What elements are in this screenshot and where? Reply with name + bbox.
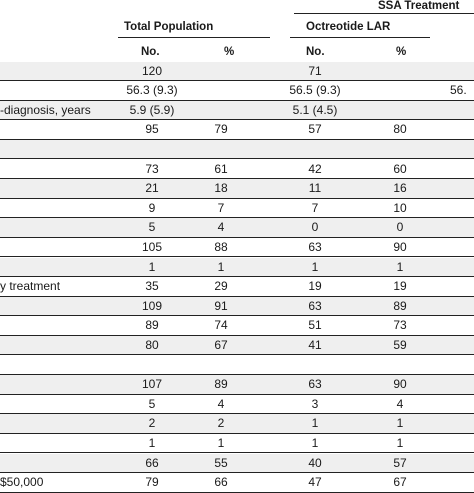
total-population-count: 89 [145, 318, 159, 333]
total-population-percent: 67 [214, 337, 228, 352]
octreotide-percent: 89 [393, 298, 407, 313]
octreotide-count: 19 [308, 279, 322, 294]
total-population-percent: 1 [217, 259, 225, 274]
tp-no-header: No. [141, 46, 160, 58]
total-population-percent [186, 62, 256, 81]
octreotide-count: 1 [311, 435, 319, 450]
table-row [0, 81, 474, 101]
oc-no-header: No. [306, 46, 325, 58]
table-row [0, 316, 474, 336]
total-population-percent: 91 [214, 298, 228, 313]
octreotide-percent: 1 [396, 416, 404, 431]
ssa-treatment-value [450, 218, 474, 237]
total-population-count: 5 [148, 220, 156, 235]
octreotide-lar-rule [290, 37, 430, 38]
table-row [0, 258, 474, 278]
row-label: $50,000 [0, 475, 44, 490]
total-population-count: 35 [145, 279, 159, 294]
octreotide-count: 63 [308, 298, 322, 313]
octreotide-count: 51 [308, 318, 322, 333]
octreotide-count: 63 [308, 377, 322, 392]
octreotide-percent: 16 [393, 181, 407, 196]
octreotide-count: 56.5 (9.3) [289, 83, 341, 98]
octreotide-count: 0 [311, 220, 319, 235]
octreotide-percent: 57 [393, 455, 407, 470]
table-row [0, 120, 474, 140]
total-population-percent: 4 [217, 396, 225, 411]
total-population-percent: 61 [214, 161, 228, 176]
total-population-percent: 74 [214, 318, 228, 333]
octreotide-count: 7 [311, 200, 319, 215]
table-row [0, 414, 474, 434]
table-row [0, 62, 474, 82]
oc-pct-header: % [396, 46, 407, 58]
total-population-count: 79 [145, 475, 159, 490]
total-population-percent: 29 [214, 279, 228, 294]
ssa-treatment-value [450, 140, 474, 159]
ssa-treatment-value [450, 375, 474, 394]
table-row [0, 160, 474, 180]
table-row [0, 277, 474, 297]
table-row [0, 140, 474, 160]
octreotide-count: 57 [308, 122, 322, 137]
total-population-count: 107 [141, 377, 163, 392]
ssa-treatment-value [450, 414, 474, 433]
octreotide-count: 71 [308, 63, 322, 78]
ssa-treatment-rule [294, 13, 474, 14]
table-row [0, 101, 474, 121]
octreotide-percent: 90 [393, 377, 407, 392]
tp-pct-header: % [224, 46, 235, 58]
ssa-treatment-value [450, 297, 474, 316]
table-row [0, 238, 474, 258]
total-population-percent [186, 356, 256, 375]
octreotide-count: 63 [308, 239, 322, 254]
ssa-treatment-value [450, 434, 474, 453]
octreotide-percent [362, 356, 438, 375]
total-population-count [118, 356, 186, 375]
octreotide-percent [362, 140, 438, 159]
ssa-treatment-value [450, 199, 474, 218]
octreotide-count [282, 140, 348, 159]
total-population-percent [186, 81, 256, 100]
total-population-count: 66 [145, 455, 159, 470]
total-population-percent: 79 [214, 122, 228, 137]
octreotide-percent: 90 [393, 239, 407, 254]
ssa-treatment-value [450, 160, 474, 179]
octreotide-count: 42 [308, 161, 322, 176]
ssa-treatment-value [450, 120, 474, 139]
octreotide-count: 40 [308, 455, 322, 470]
ssa-treatment-value [450, 356, 474, 375]
table-row [0, 356, 474, 376]
total-population-count: 2 [148, 416, 156, 431]
octreotide-percent: 4 [396, 396, 404, 411]
total-population-percent: 7 [217, 200, 225, 215]
total-population-percent: 4 [217, 220, 225, 235]
octreotide-count: 47 [308, 475, 322, 490]
table-row [0, 199, 474, 219]
octreotide-count: 41 [308, 337, 322, 352]
total-population-percent [186, 140, 256, 159]
octreotide-percent [362, 62, 438, 81]
ssa-treatment-value [450, 473, 474, 492]
octreotide-count: 1 [311, 416, 319, 431]
octreotide-count [282, 356, 348, 375]
table-row [0, 454, 474, 474]
row-label: y treatment [0, 279, 61, 294]
ssa-treatment-value [450, 316, 474, 335]
total-population-percent: 55 [214, 455, 228, 470]
octreotide-percent [362, 101, 438, 120]
ssa-treatment-value [450, 336, 474, 355]
total-population-percent: 88 [214, 239, 228, 254]
total-population-percent [186, 101, 256, 120]
octreotide-lar-heading: Octreotide LAR [306, 21, 391, 33]
ssa-treatment-heading: SSA Treatment [378, 0, 460, 12]
total-population-count: 120 [141, 63, 163, 78]
octreotide-percent: 67 [393, 475, 407, 490]
total-population-percent: 89 [214, 377, 228, 392]
octreotide-count: 3 [311, 396, 319, 411]
octreotide-count: 5.1 (4.5) [292, 102, 338, 117]
total-population-rule [118, 37, 270, 38]
total-population-percent: 66 [214, 475, 228, 490]
total-population-count: 1 [148, 259, 156, 274]
total-population-count: 73 [145, 161, 159, 176]
total-population-percent: 18 [214, 181, 228, 196]
ssa-treatment-value [450, 258, 474, 277]
octreotide-percent: 59 [393, 337, 407, 352]
total-population-count: 105 [141, 239, 163, 254]
table-row [0, 473, 474, 493]
octreotide-count: 1 [311, 259, 319, 274]
ssa-treatment-value [450, 179, 474, 198]
octreotide-percent: 0 [396, 220, 404, 235]
total-population-count: 109 [141, 298, 163, 313]
total-population-heading: Total Population [124, 21, 214, 33]
ssa-treatment-value [450, 238, 474, 257]
total-population-percent: 2 [217, 416, 225, 431]
octreotide-count: 11 [308, 181, 322, 196]
total-population-count: 95 [145, 122, 159, 137]
ssa-treatment-value: 56. [450, 83, 467, 98]
row-label: -diagnosis, years [0, 102, 91, 117]
table-row [0, 375, 474, 395]
octreotide-percent: 10 [393, 200, 407, 215]
total-population-count: 80 [145, 337, 159, 352]
ssa-treatment-value [450, 62, 474, 81]
octreotide-percent: 60 [393, 161, 407, 176]
ssa-treatment-value [450, 395, 474, 414]
total-population-count: 1 [148, 435, 156, 450]
table-row [0, 434, 474, 454]
total-population-count: 5 [148, 396, 156, 411]
table-row [0, 218, 474, 238]
total-population-count: 21 [145, 181, 159, 196]
octreotide-percent: 19 [393, 279, 407, 294]
table-header [0, 0, 474, 42]
table-row [0, 395, 474, 415]
total-population-count: 9 [148, 200, 156, 215]
octreotide-percent: 1 [396, 435, 404, 450]
total-population-count [118, 140, 186, 159]
table-row [0, 297, 474, 317]
ssa-treatment-value [450, 454, 474, 473]
ssa-treatment-value [450, 277, 474, 296]
ssa-treatment-value [450, 101, 474, 120]
total-population-count: 5.9 (5.9) [129, 102, 175, 117]
octreotide-percent: 73 [393, 318, 407, 333]
octreotide-percent [362, 81, 438, 100]
table-row [0, 179, 474, 199]
octreotide-percent: 1 [396, 259, 404, 274]
table-row [0, 336, 474, 356]
octreotide-percent: 80 [393, 122, 407, 137]
total-population-percent: 1 [217, 435, 225, 450]
total-population-count: 56.3 (9.3) [126, 83, 178, 98]
